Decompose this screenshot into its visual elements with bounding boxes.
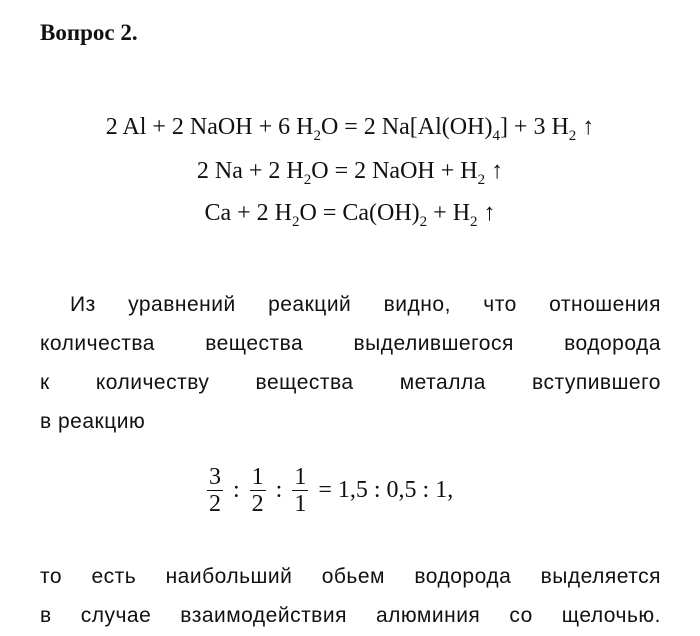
explanation-paragraph: Из уравнений реакций видно, что отношения количества вещества выделившегося водорода к количеству вещества металла вступившего в реакцию <box>40 293 661 433</box>
equation-aluminum: 2 Al + 2 NaOH + 6 $H_2O = 2$ $Na[Al(OH)_4] + 3$ $H_2$ ↑ <box>105 114 595 144</box>
ratio-result: = 1,5 : 0,5 : 1, <box>318 477 454 503</box>
conclusion-paragraph: то есть наибольший обьем водорода выделяется в случае взаимодействия алюминия со щелочью. <box>40 565 661 627</box>
mole-ratio-formula: $\frac{3}{2}$ : $\frac{1}{2}$ : $\frac{1}{1}$ = 1,5 : 0,5 : 1, <box>209 464 454 517</box>
question-title: Вопрос 2. <box>40 20 138 45</box>
fraction: $\frac{1}{2}$ <box>251 464 264 517</box>
fraction: $\frac{1}{1}$ <box>294 464 307 517</box>
equation-sodium: 2 Na + 2 $H_2O = 2$ NaOH + $H_2$ ↑ <box>196 158 504 188</box>
equation-calcium: Ca + 2 $H_2O = Ca(OH)_2 + H_2$ ↑ <box>204 200 496 230</box>
fraction: $\frac{3}{2}$ <box>209 464 221 517</box>
